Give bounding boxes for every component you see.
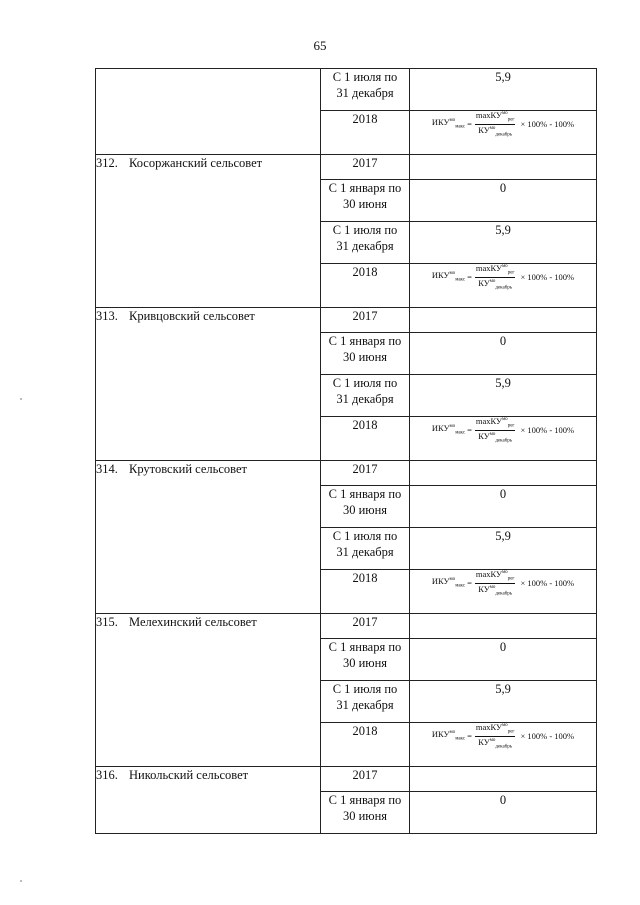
formula-cell [410,723,597,767]
formula-equals: = [467,577,472,588]
formula-fraction [475,723,516,749]
formula-lhs: $ИКУ^{мо}_{макс}$ [431,576,466,590]
period-line: С 1 января по [328,181,402,195]
table-row [96,767,597,792]
period-cell [321,614,410,639]
formula-fraction [475,111,516,137]
tariff-table [95,68,597,834]
value-cell: 5,9 [410,681,597,723]
period-line: С 1 января по [328,487,402,501]
settlement-number: 316. [96,768,118,782]
period-line: С 1 января по [328,334,402,348]
formula-lhs: $ИКУ^{мо}_{макс}$ [431,270,466,284]
value-cell: 5,9 [410,222,597,264]
period-cell [321,767,410,792]
value-cell [410,461,597,486]
settlement-name-cell-continued [96,69,321,155]
period-line: 2018 [352,418,378,432]
formula-denominator: $КУ^{мо}_{декабрь}$ [478,736,513,750]
period-line: С 1 июля по [332,682,398,696]
period-line: 30 июня [342,809,388,823]
period-line: С 1 июля по [332,70,398,84]
settlement-number: 315. [96,615,118,629]
formula-equals: = [467,424,472,435]
period-cell [321,528,410,570]
value-cell [410,308,597,333]
tariff-table-body [96,69,597,834]
value-cell: 0 [410,180,597,222]
formula-numerator: maxКУ$^{мо}_{рег}$ [475,263,515,276]
period-line: 30 июня [342,503,388,517]
formula-equals: = [467,271,472,282]
period-cell [321,486,410,528]
period-line: С 1 июля по [332,223,398,237]
period-line: 2017 [352,462,378,476]
period-cell [321,264,410,308]
formula-numerator: maxКУ$^{мо}_{рег}$ [475,569,515,582]
period-line: 30 июня [342,197,388,211]
settlement-name-cell [96,614,321,767]
period-line: С 1 июля по [332,376,398,390]
formula-rhs: × 100% - 100% [520,118,575,129]
value-cell: 5,9 [410,375,597,417]
period-cell [321,69,410,111]
settlement-name-cell [96,155,321,308]
value-cell: 5,9 [410,69,597,111]
period-cell [321,222,410,264]
period-line: 2018 [352,571,378,585]
formula-ikumax [410,264,596,290]
formula-denominator: $КУ^{мо}_{декабрь}$ [478,277,513,291]
settlement-name: Кривцовский сельсовет [129,309,255,323]
settlement-name: Мелехинский сельсовет [129,615,257,629]
settlement-name: Крутовский сельсовет [129,462,247,476]
period-cell [321,375,410,417]
formula-fraction [475,264,516,290]
value-cell: 0 [410,639,597,681]
formula-equals: = [467,118,472,129]
period-line: 2018 [352,112,378,126]
formula-rhs: × 100% - 100% [520,577,575,588]
settlement-name-cell [96,308,321,461]
formula-numerator: maxКУ$^{мо}_{рег}$ [475,110,515,123]
period-line: 31 декабря [336,239,394,253]
period-line: 31 декабря [336,392,394,406]
period-cell [321,308,410,333]
formula-cell [410,111,597,155]
value-cell: 0 [410,792,597,834]
formula-ikumax [410,417,596,443]
settlement-number: 312. [96,156,118,170]
settlement-name: Никольский сельсовет [129,768,249,782]
table-row [96,461,597,486]
period-line: С 1 января по [328,793,402,807]
table-row [96,308,597,333]
table-row [96,155,597,180]
period-cell [321,639,410,681]
value-cell: 0 [410,333,597,375]
value-cell: 5,9 [410,528,597,570]
scan-speck [20,880,22,882]
settlement-name-cell [96,461,321,614]
formula-rhs: × 100% - 100% [520,424,575,435]
formula-numerator: maxКУ$^{мо}_{рег}$ [475,416,515,429]
period-cell [321,723,410,767]
formula-numerator: maxКУ$^{мо}_{рег}$ [475,722,515,735]
table-row [96,69,597,111]
period-cell [321,681,410,723]
formula-lhs: $ИКУ^{мо}_{макс}$ [431,423,466,437]
period-cell [321,570,410,614]
period-cell [321,792,410,834]
formula-fraction [475,570,516,596]
formula-fraction [475,417,516,443]
formula-ikumax [410,111,596,137]
settlement-name: Косоржанский сельсовет [129,156,263,170]
period-line: 2017 [352,615,378,629]
period-line: 31 декабря [336,698,394,712]
formula-denominator: $КУ^{мо}_{декабрь}$ [478,583,513,597]
period-cell [321,333,410,375]
value-cell [410,155,597,180]
formula-rhs: × 100% - 100% [520,271,575,282]
settlement-name-cell [96,767,321,834]
period-cell [321,417,410,461]
scan-speck [20,398,22,400]
settlement-number: 313. [96,309,118,323]
period-line: С 1 января по [328,640,402,654]
period-cell [321,461,410,486]
formula-ikumax [410,570,596,596]
table-row [96,614,597,639]
formula-rhs: × 100% - 100% [520,730,575,741]
formula-equals: = [467,730,472,741]
formula-lhs: $ИКУ^{мо}_{макс}$ [431,729,466,743]
period-line: 2018 [352,724,378,738]
period-cell [321,180,410,222]
period-line: С 1 июля по [332,529,398,543]
formula-cell [410,417,597,461]
formula-cell [410,264,597,308]
formula-denominator: $КУ^{мо}_{декабрь}$ [478,430,513,444]
period-cell [321,111,410,155]
formula-cell [410,570,597,614]
period-line: 31 декабря [336,86,394,100]
value-cell [410,767,597,792]
page-number: 65 [313,38,327,53]
period-line: 2017 [352,156,378,170]
formula-lhs: $ИКУ^{мо}_{макс}$ [431,117,466,131]
period-line: 30 июня [342,350,388,364]
value-cell [410,614,597,639]
value-cell: 0 [410,486,597,528]
period-line: 30 июня [342,656,388,670]
period-cell [321,155,410,180]
formula-denominator: $КУ^{мо}_{декабрь}$ [478,124,513,138]
period-line: 2018 [352,265,378,279]
period-line: 2017 [352,768,378,782]
settlement-number: 314. [96,462,118,476]
period-line: 2017 [352,309,378,323]
period-line: 31 декабря [336,545,394,559]
formula-ikumax [410,723,596,749]
